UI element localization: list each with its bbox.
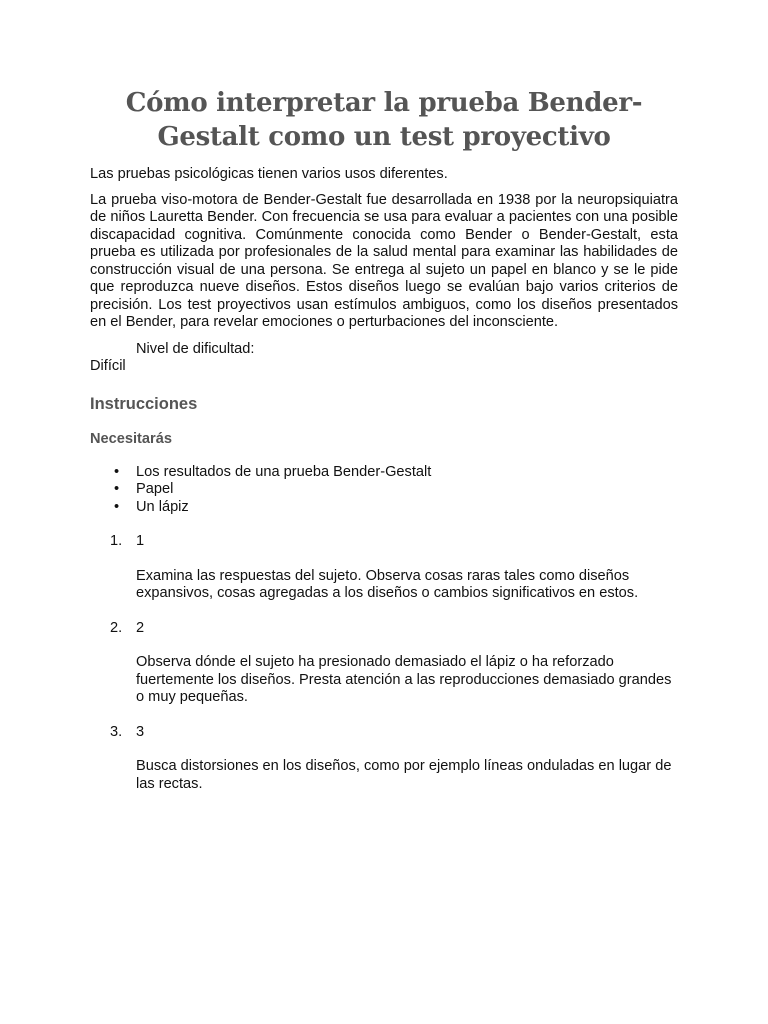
document-page xyxy=(90,86,678,810)
step-number: 1 xyxy=(136,533,145,549)
step-heading xyxy=(90,724,678,742)
step-text: Observa dónde el sujeto ha presionado demasiado el lápiz o ha reforzado fuertemente los diseños. Presta atención a las reproducciones demasiado grandes o muy pequeñas. xyxy=(136,654,672,705)
document-title: Cómo interpretar la prueba Bender-Gestalt como un test proyectivo xyxy=(125,88,643,152)
needs-item-label: Papel xyxy=(136,481,174,497)
step-2 xyxy=(90,620,678,707)
bullet-icon: • xyxy=(114,481,120,497)
step-heading xyxy=(90,533,678,551)
step-heading xyxy=(90,620,678,638)
needs-heading: Necesitarás xyxy=(90,430,172,447)
intro-paragraph: Las pruebas psicológicas tienen varios usos diferentes. xyxy=(90,166,448,182)
list-item xyxy=(90,464,678,482)
step-text: Examina las respuestas del sujeto. Observa cosas raras tales como diseños expansivos, cosas agregadas a los diseños o cambios significativos en estos. xyxy=(136,567,639,601)
step-marker: 3. xyxy=(110,723,123,740)
needs-item-label: Un lápiz xyxy=(136,498,189,515)
step-1 xyxy=(90,533,678,603)
step-text: Busca distorsiones en los diseños, como por ejemplo líneas onduladas en lugar de las rectas. xyxy=(136,758,672,792)
step-number: 2 xyxy=(136,619,145,636)
body-paragraph: La prueba viso-motora de Bender-Gestalt fue desarrollada en 1938 por la neuropsiquiatra de niños Lauretta Bender. Con frecuencia se usa para evaluar a pacientes con una posible discapacidad cognitiva. Comúnmente conocida como Bender o Bender-Gestalt, esta prueba es utilizada por profesionales de la salud mental para examinar las habilidades de construcción visual de una persona. Se entrega al sujeto un papel en blanco y se le pide que reproduzca nueve diseños. Estos diseños luego se evalúan bajo varios criterios de precisión. Los test proyectivos usan estímulos ambiguos, como los diseños presentados en el Bender, para revelar emociones o perturbaciones del inconsciente. xyxy=(90,191,678,330)
list-item xyxy=(90,499,678,517)
step-marker: 1. xyxy=(110,533,123,549)
bullet-icon: • xyxy=(114,463,120,480)
list-item xyxy=(90,481,678,499)
needs-item-label: Los resultados de una prueba Bender-Gestalt xyxy=(136,463,432,480)
difficulty-label: Nivel de dificultad: xyxy=(136,340,255,357)
bullet-icon: • xyxy=(114,498,120,515)
step-marker: 2. xyxy=(110,619,123,636)
step-number: 3 xyxy=(136,723,145,740)
needs-list xyxy=(90,464,678,517)
difficulty-value: Difícil xyxy=(90,358,126,374)
instructions-heading: Instrucciones xyxy=(90,394,198,413)
step-3 xyxy=(90,724,678,794)
